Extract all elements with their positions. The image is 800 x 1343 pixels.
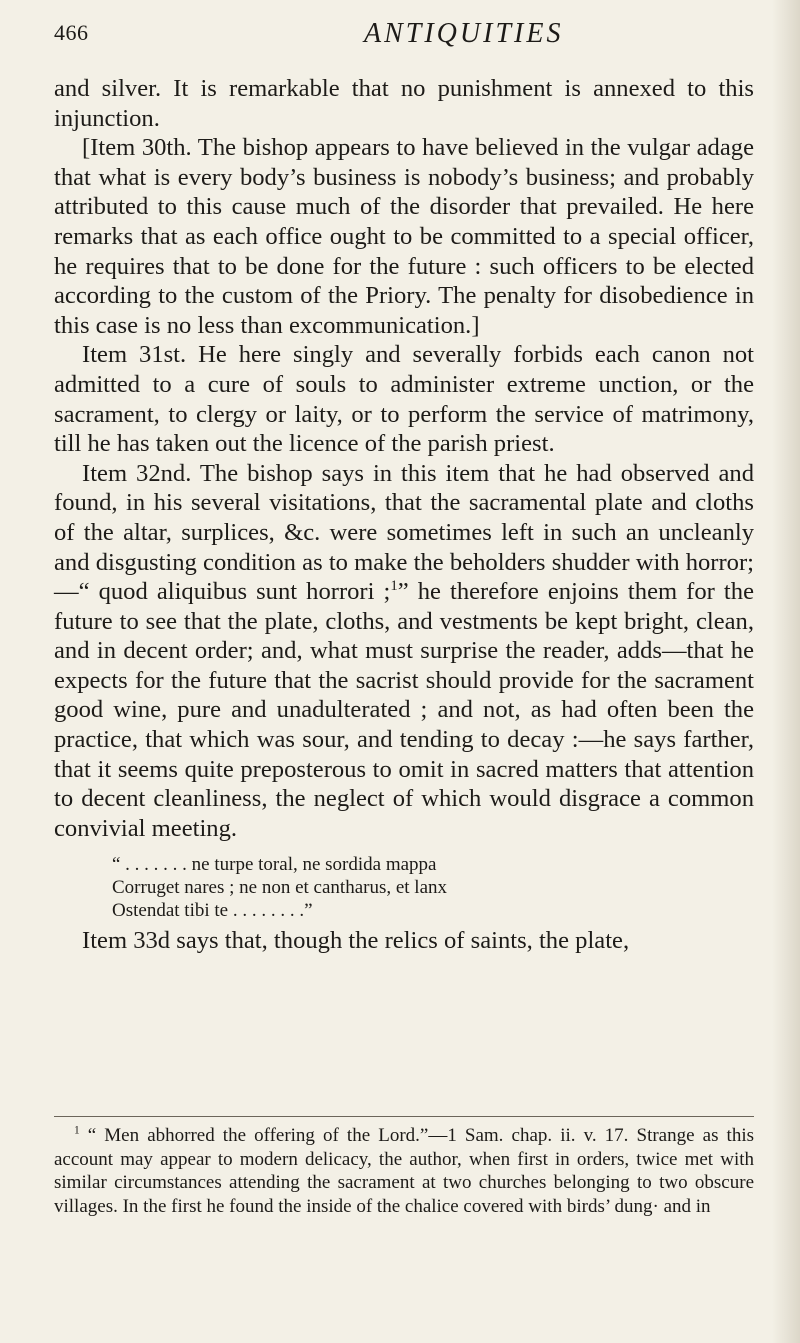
paragraph-item-33: Item 33d says that, though the relics of saints, the plate, xyxy=(82,927,630,955)
footnote-text: “ Men abhorred the offering of the Lord.”—1 Sam. chap. ii. v. 17. Strange as this account may appear to modern delicacy, the author, when first in orders, twice met with similar circumstances attending the sacrament at two churches belonging to two obscure villages. In the first he found the inside of the chalice covered with birds’ dung· and in xyxy=(54,1125,754,1217)
running-head: ANTIQUITIES xyxy=(364,18,564,49)
paragraph-item-30: [Item 30th. The bishop appears to have believed in the vulgar adage that what is every body’s business is nobody’s business; and probably attributed to this cause much of the disorder that prevailed. He here remarks that as each office ought to be committed to a special officer, he requires that to be done for the future : such officers to be elected according to the custom of the Priory. The penalty for disobedience in this case is no less than excommunication.] xyxy=(54,134,754,339)
verse-line: Corruget nares ; ne non et cantharus, et lanx xyxy=(112,877,448,899)
paragraph-item-32-part-b: ” he therefore enjoins them for the future to see that the plate, cloths, and vestments be kept bright, clean, and in decent order; and, what must surprise the reader, adds—that he expects for the future that the sacrist should provide for the sacrament good wine, pure and unadulterated ; and not, as had often been the practice, that which was sour, and tending to decay :—he says farther, that it seems quite preposterous to omit in sacred matters that attention to decent cleanliness, the neglect of which would disgrace a common convivial meeting. xyxy=(54,578,754,842)
paragraph-item-32-part-a: Item 32nd. The bishop says in this item that he had observed and found, in his several visitations, that the sacramental plate and cloths of the altar, surplices, &c. were sometimes left in such an uncleanly and disgusting condition as to make the beholders shudder with horror;—“ quod aliquibus sunt horrori ; xyxy=(54,459,754,606)
footnote-mark: 1 xyxy=(74,1124,80,1137)
footnote xyxy=(54,1124,754,1218)
page-number: 466 xyxy=(54,20,89,45)
verse-line: Ostendat tibi te . . . . . . . .” xyxy=(112,900,313,922)
verse-line: “ . . . . . . . ne turpe toral, ne sordida mappa xyxy=(112,854,437,876)
footnote-divider xyxy=(54,1116,754,1117)
page-header xyxy=(54,18,754,66)
latin-verse-quote xyxy=(112,853,754,922)
body-text xyxy=(54,74,754,956)
paragraph-item-32 xyxy=(54,459,754,844)
paragraph-item-31: Item 31st. He here singly and severally forbids each canon not admitted to a cure of souls to administer extreme unction, or the sacrament, to clergy or laity, or to perform the service of matrimony, till he has taken out the licence of the parish priest. xyxy=(54,341,754,458)
footnote-reference: 1 xyxy=(390,577,398,594)
page-edge-shadow xyxy=(772,0,800,1343)
paragraph-1: and silver. It is remarkable that no punishment is annexed to this injunction. xyxy=(54,75,754,132)
